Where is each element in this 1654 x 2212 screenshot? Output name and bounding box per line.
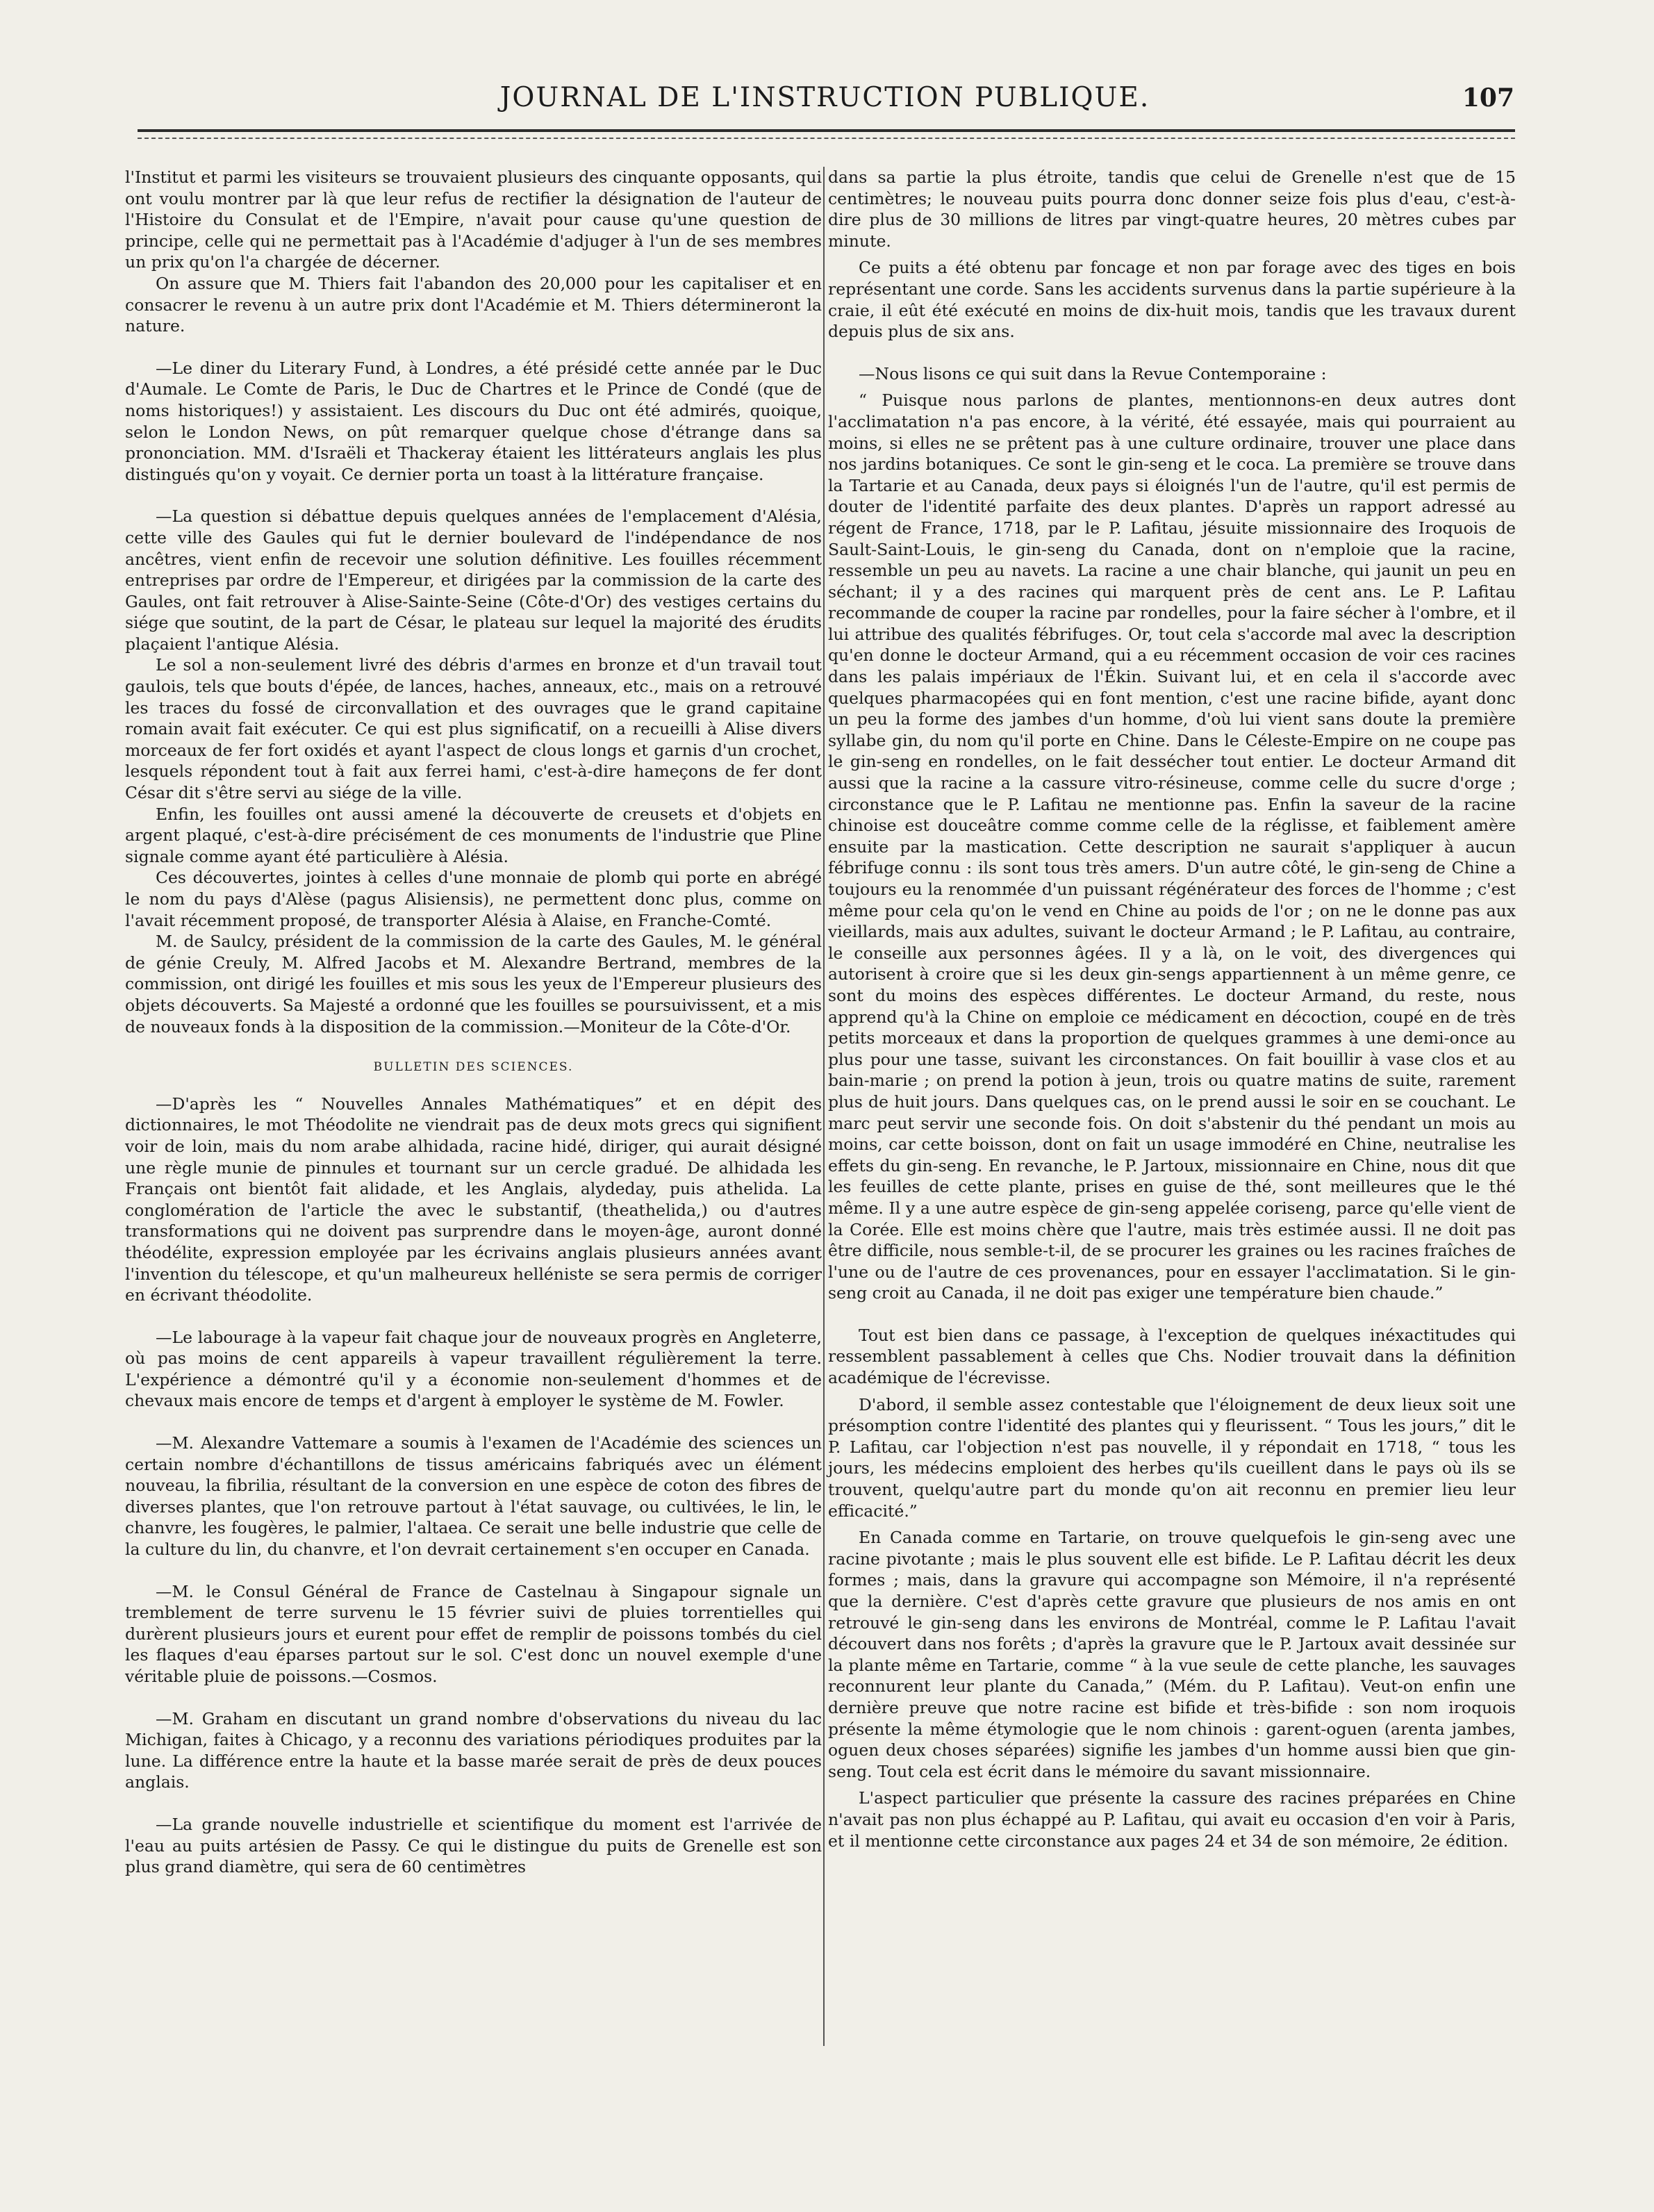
paragraph: L'aspect particulier que présente la cassure des racines préparées en Chine n'avait pas non plus échappé au P. Lafitau, qui avait eu occasion d'en voir à Paris, et il mentionne cette circonstance aux pages 24 et 34 de son mémoire, 2e édition. [828,1788,1516,1851]
header-rule [138,129,1515,132]
page-number: 107 [1462,83,1514,113]
masthead [135,82,1514,124]
header-rule-dashed [138,138,1515,139]
paragraph: —M. Graham en discutant un grand nombre d'observations du niveau du lac Michigan, faites à Chicago, y a reconnu des variations périodiques produites par la lune. La différence entre la haute et la basse marée serait de près de deux pouces anglais. [125,1708,822,1792]
paragraph: —Nous lisons ce qui suit dans la Revue Contemporaine : [859,363,1327,383]
right-column [828,167,1516,1851]
paragraph: D'abord, il semble assez contestable que l'éloignement de deux lieux soit une présomption contre l'identité des plantes qui y fleurissent. “ Tous les jours,” dit le P. Lafitau, car l'objection n'est pas nouvelle, il y répondait en 1718, “ tous les jours, les médecins emploient des herbes qu'ils cueillent dans le pays où ils se trouvent, quelqu'autre part du monde qu'on ait reconnu en premier lieu leur efficacité.” [828,1394,1516,1521]
paragraph: En Canada comme en Tartarie, on trouve quelquefois le gin-seng avec une racine pivotante ; mais le plus souvent elle est bifide. Le P. Lafitau décrit les deux formes ; mais, dans la gravure qui accompagne son Mémoire, il n'a représenté que la dernière. C'est d'après cette gravure que plusieurs de nos amis en ont retrouvé le gin-seng dans les environs de Montréal, comme le P. Lafitau l'avait découvert dans nos forêts ; d'après la gravure que le P. Jartoux avait dessinée sur la plante même en Tartarie, comme “ à la vue seule de cette planche, les sauvages reconnurent leur plante du Canada,” (Mém. du P. Lafitau). Veut-on enfin une dernière preuve que notre racine est bifide et très-bifide : son nom iroquois présente la même étymologie que le nom chinois : garent-oguen (arenta jambes, oguen deux choses séparées) signifie les jambes d'un homme aussi bien que gin-seng. Tout cela est écrit dans le mémoire du savant missionnaire. [828,1528,1516,1781]
paragraph: —M. Alexandre Vattemare a soumis à l'examen de l'Académie des sciences un certain nombre d'échantillons de tissus américains fabriqués avec un élément nouveau, la fibrilia, résultant de la conversion en une espèce de coton des fibres de diverses plantes, que l'on retrouve partout à l'état sauvage, ou cultivées, le lin, le chanvre, les fougères, le palmier, l'altaea. Ce serait une belle industrie que celle de la culture du lin, du chanvre, et l'on devrait certainement s'en occuper en Canada. [125,1433,822,1560]
paragraph: Tout est bien dans ce passage, à l'exception de quelques inéxactitudes qui ressemblent passablement à celles que Chs. Nodier trouvait dans la définition académique de l'écrevisse. [828,1325,1516,1388]
paragraph: Le sol a non-seulement livré des débris d'armes en bronze et d'un travail tout gaulois, tels que bouts d'épée, de lances, haches, anneaux, etc., mais on a retrouvé les traces du fossé de circonvallation et des ouvrages que le grand capitaine romain avait fait exécuter. Ce qui est plus significatif, on a recueilli à Alise divers morceaux de fer fort oxidés et ayant l'aspect de clous longs et garnis d'un crochet, lesquels répondent tout à fait aux ferrei hami, c'est-à-dire hameçons de fer dont César dit s'être servi au siége de la ville. [125,655,822,803]
paragraph: —Le labourage à la vapeur fait chaque jour de nouveaux progrès en Angleterre, où pas moins de cent appareils à vapeur travaillent régulièrement la terre. L'expérience a démontré qu'il y a économie non-seulement d'hommes et de chevaux mais encore de temps et d'argent à employer le système de M. Fowler. [125,1327,822,1411]
paragraph: —La question si débattue depuis quelques années de l'emplacement d'Alésia, cette ville des Gaules qui fut le dernier boulevard de l'indépendance de nos ancêtres, vient enfin de recevoir une solution définitive. Les fouilles récemment entreprises par ordre de l'Empereur, et dirigées par la commission de la carte des Gaules, ont fait retrouver à Alise-Sainte-Seine (Côte-d'Or) des vestiges certains du siége que soutint, de la part de César, le plateau sur lequel la majorité des érudits plaçaient l'antique Alésia. [125,506,822,654]
paragraph: M. de Saulcy, président de la commission de la carte des Gaules, M. le général de génie Creuly, M. Alfred Jacobs et M. Alexandre Bertrand, membres de la commission, ont dirigé les fouilles et mis sous les yeux de l'Empereur plusieurs des objets découverts. Sa Majesté a ordonné que les fouilles se poursuivissent, et a mis de nouveaux fonds à la disposition de la commission.—Moniteur de la Côte-d'Or. [125,932,822,1037]
paragraph: l'Institut et parmi les visiteurs se trouvaient plusieurs des cinquante opposants, qui ont voulu montrer par là que leur refus de rectifier la désignation de l'auteur de l'Histoire du Consulat et de l'Empire, n'avait pour cause qu'une question de principe, celle qui ne permettait pas à l'Académie d'adjuger à l'un de ses membres un prix qu'on l'a chargée de décerner. [125,167,822,272]
paragraph: Ces découvertes, jointes à celles d'une monnaie de plomb qui porte en abrégé le nom du pays d'Alèse (pagus Alisiensis), ne permettent donc plus, comme on l'avait récemment proposé, de transporter Alésia à Alaise, en Franche-Comté. [125,868,822,930]
left-column [125,167,822,1878]
column-divider [823,167,825,2046]
journal-title: JOURNAL DE L'INSTRUCTION PUBLIQUE. [499,82,1150,113]
paragraph: dans sa partie la plus étroite, tandis que celui de Grenelle n'est que de 15 centimètres; le nouveau puits pourra donc donner seize fois plus d'eau, c'est-à-dire plus de 30 millions de litres par vingt-quatre heures, 20 mètres cubes par minute. [828,167,1516,251]
paragraph: —Le diner du Literary Fund, à Londres, a été présidé cette année par le Duc d'Aumale. Le Comte de Paris, le Duc de Chartres et le Prince de Condé (que de noms historiques!) y assistaient. Les discours du Duc ont été admirés, quoique, selon le London News, on pût remarquer quelque chose d'étrange dans sa prononciation. MM. d'Israëli et Thackeray étaient les littérateurs anglais les plus distingués qu'on y voyait. Ce dernier porta un toast à la littérature française. [125,358,822,484]
paragraph: On assure que M. Thiers fait l'abandon des 20,000 pour les capitaliser et en consacrer le revenu à un autre prix dont l'Académie et M. Thiers détermineront la nature. [125,273,822,336]
paragraph: —D'après les “ Nouvelles Annales Mathématiques” et en dépit des dictionnaires, le mot Théodolite ne viendrait pas de deux mots grecs qui signifient voir de loin, mais du nom arabe alhidada, racine hidé, diriger, qui aurait désigné une règle munie de pinnules et tournant sur un cercle gradué. De alhidada les Français ont bientôt fait alidade, et les Anglais, alydeday, puis athelida. La conglomération de l'article the avec le substantif, (theathelida,) ou d'autres transformations qui ne doivent pas surprendre dans le moyen-âge, auront donné théodélite, expression employée par les écrivains anglais plusieurs années avant l'invention du télescope, et qu'un malheureux helléniste se sera permis de corriger en écrivant théodolite. [125,1093,822,1305]
paragraph: Enfin, les fouilles ont aussi amené la découverte de creusets et d'objets en argent plaqué, c'est-à-dire précisément de ces monuments de l'industrie que Pline signale comme ayant été particulière à Alésia. [125,804,822,866]
paragraph: —M. le Consul Général de France de Castelnau à Singapour signale un tremblement de terre survenu le 15 février suivi de pluies torrentielles qui durèrent plusieurs jours et eurent pour effet de remplir de poissons tombés du ciel les flaques d'eau éparses partout sur le sol. C'est donc un nouvel exemple d'une véritable pluie de poissons.—Cosmos. [125,1581,822,1686]
paragraph: —La grande nouvelle industrielle et scientifique du moment est l'arrivée de l'eau au puits artésien de Passy. Ce qui le distingue du puits de Grenelle est son plus grand diamètre, qui sera de 60 centimètres [125,1814,822,1877]
paragraph: “ Puisque nous parlons de plantes, mentionnons-en deux autres dont l'acclimatation n'a pas encore, à la vérité, été essayée, mais qui pourraient au moins, si elles ne se prêtent pas à une culture ordinaire, trouver une place dans nos jardins botaniques. Ce sont le gin-seng et le coca. La première se trouve dans la Tartarie et au Canada, deux pays si éloignés l'un de l'autre, qu'il est permis de douter de l'identité parfaite des deux plantes. D'après un rapport adressé au régent de France, 1718, par le P. Lafitau, jésuite missionnaire des Iroquois de Sault-Saint-Louis, le gin-seng du Canada, dont on n'emploie que la racine, ressemble un peu au navets. La racine a une chair blanche, qui jaunit un peu en séchant; il y a des racines qui marquent près de cent ans. Le P. Lafitau recommande de couper la racine par rondelles, pour la faire sécher à l'ombre, et il lui attribue des qualités fébrifuges. Or, tout cela s'accorde mal avec la description qu'en donne le docteur Armand, qui a eu récemment occasion de voir ces racines dans les palais impériaux de l'Ékin. Suivant lui, et en cela il s'accorde avec quelques pharmacopées qui en font mention, c'est une racine bifide, ayant donc un peu la forme des jambes d'un homme, d'où lui vient sans doute la première syllabe gin, du nom qu'il porte en Chine. Dans le Céleste-Empire on ne coupe pas le gin-seng en rondelles, on le fait dessécher tout entier. Le docteur Armand dit aussi que la racine a la cassure vitro-résineuse, comme celle du sucre d'orge ; circonstance que le P. Lafitau ne mentionne pas. Enfin la saveur de la racine chinoise est douceâtre comme comme celle de la réglisse, et faiblement amère ensuite par la mastication. Cette description ne saurait s'appliquer à aucun fébrifuge connu : ils sont tous très amers. D'un autre côté, le gin-seng de Chine a toujours eu la renommée d'un puissant régénérateur des forces de l'homme ; c'est même pour cela qu'on le vend en Chine au poids de l'or ; on ne le donne pas aux vieillards, mais aux adultes, suivant le docteur Armand ; le P. Lafitau, au contraire, le conseille aux personnes âgées. Il y a là, on le voit, des divergences qui autorisent à croire que si les deux gin-sengs appartiennent à un même genre, ce sont du moins des espèces différentes. Le docteur Armand, du reste, nous apprend qu'à la Chine on emploie ce médicament en décoction, coupé en de très petits morceaux et dans la proportion de quelques grammes à une demi-once au plus pour une tasse, suivant les circonstances. On fait bouillir à vase clos et au bain-marie ; on prend la potion à jeun, trois ou quatre matins de suite, rarement plus de huit jours. Dans quelques cas, on le prend aussi le soir en se couchant. Le marc peut servir une seconde fois. On doit s'abstenir du thé pendant un mois au moins, car cette boisson, dont on fait un usage immodéré en Chine, neutralise les effets du gin-seng. En revanche, le P. Jartoux, missionnaire en Chine, nous dit que les feuilles de cette plante, prises en guise de thé, sont meilleures que le thé même. Il y a une autre espèce de gin-seng appelée coriseng, parce qu'elle vient de la Corée. Elle est moins chère que l'autre, mais très estimée aussi. Il ne doit pas être difficile, nous semble-t-il, de se procurer les graines ou les racines fraîches de l'une ou de l'autre de ces provenances, pour en essayer l'acclimatation. Si le gin-seng croit au Canada, il ne doit pas exiger une température bien chaude.” [828,390,1516,1303]
paragraph: Ce puits a été obtenu par foncage et non par forage avec des tiges en bois représentant une corde. Sans les accidents survenus dans la partie supérieure à la craie, il eût été exécuté en moins de dix-huit mois, tandis que les travaux durent depuis plus de six ans. [828,258,1516,342]
section-heading: BULLETIN DES SCIENCES. [373,1060,574,1075]
